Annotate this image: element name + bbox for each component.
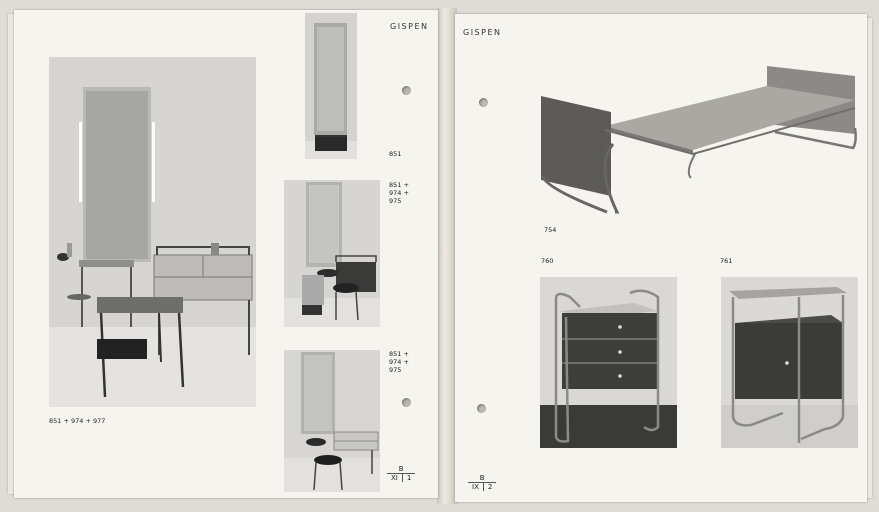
caption-middle: 851 + 974 + 975 [389, 181, 409, 205]
vanity-set-photo-2 [284, 350, 380, 492]
caption-cabinet-left: 760 [541, 257, 554, 265]
page-number-index: 2 [483, 483, 496, 491]
page-number-left [387, 465, 415, 482]
vanity-set-photo-1 [284, 180, 380, 327]
brand-label: GISPEN [463, 28, 502, 37]
bed-photo [535, 62, 865, 222]
caption-bed: 754 [544, 226, 557, 234]
page-number-roman: XI [391, 474, 398, 482]
dressing-table-photo [49, 57, 256, 407]
mirror-photo [305, 13, 357, 159]
punch-hole [402, 86, 411, 95]
brand-label: GISPEN [390, 22, 429, 31]
right-page [455, 14, 867, 502]
page-number-roman: IX [472, 483, 479, 491]
page-number-section: B [398, 465, 404, 473]
left-page [14, 10, 438, 498]
punch-hole [402, 398, 411, 407]
caption-top: 851 [389, 150, 402, 158]
drawer-cabinet-photo [540, 277, 677, 448]
punch-hole [477, 404, 486, 413]
caption-main: 851 + 974 + 977 [49, 417, 106, 425]
punch-hole [479, 98, 488, 107]
nightstand-photo [721, 277, 858, 448]
caption-bottom: 851 + 974 + 975 [389, 350, 409, 374]
page-number-right [468, 474, 496, 491]
page-number-section: B [479, 474, 485, 482]
page-number-index: 1 [402, 474, 415, 482]
binding-spine [437, 8, 457, 504]
caption-cabinet-right: 761 [720, 257, 733, 265]
